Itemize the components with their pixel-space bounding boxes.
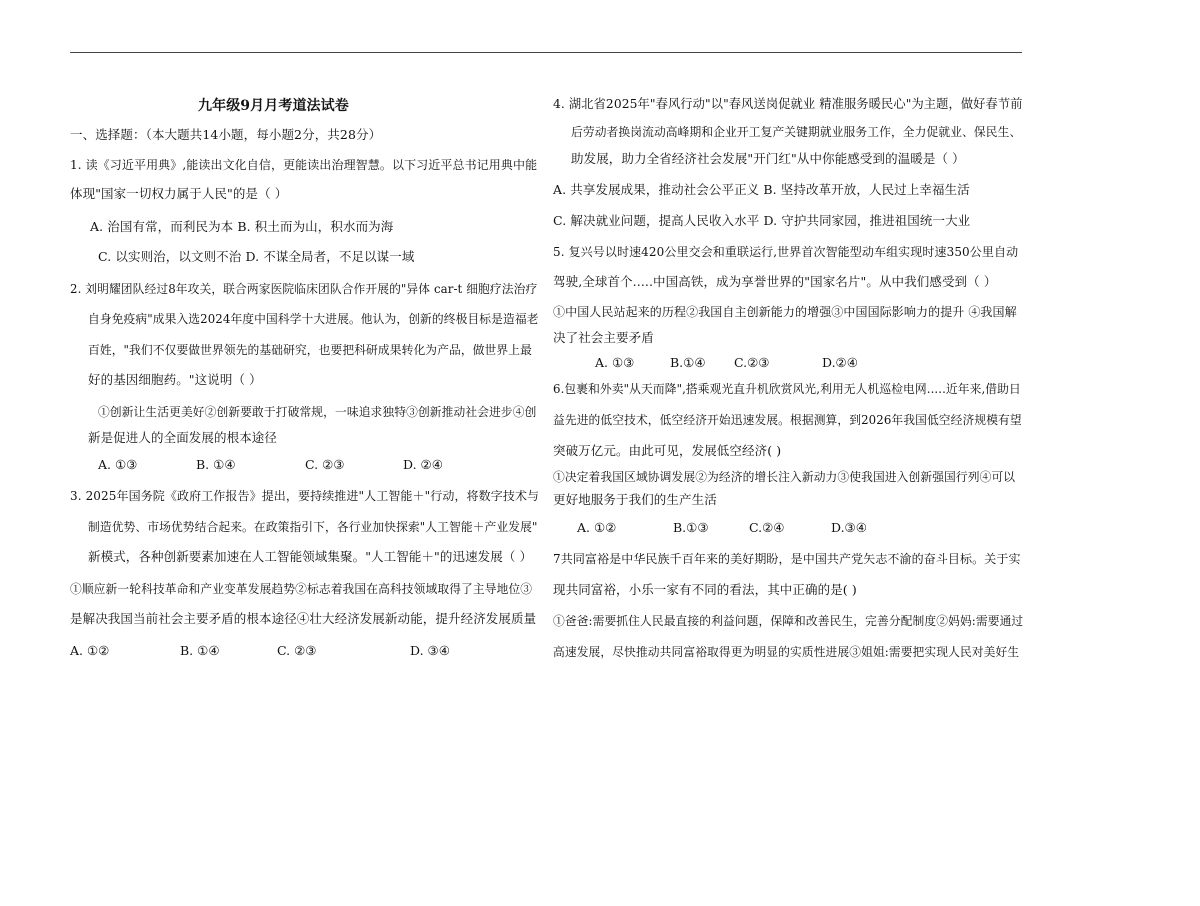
- q6-option-a: A. ①②: [577, 520, 617, 535]
- q1-line2: 体现"国家一切权力属于人民"的是（ ）: [70, 186, 288, 201]
- q5-line2: 驾驶,全球首个.....中国高铁，成为享誉世界的"国家名片"。从中我们感受到（ ）: [553, 274, 997, 289]
- q4-line3: 助发展，助力全省经济社会发展"开门红"从中你能感受到的温暖是（ ）: [571, 151, 965, 166]
- q2-line3: 百姓，"我们不仅要做世界领先的基础研究，也要把科研成果转化为产品，做世界上最: [88, 343, 532, 357]
- q5-line1: 5. 复兴号以时速420公里交会和重联运行,世界首次智能型动车组实现时速350公里自动: [553, 245, 1019, 259]
- q7-line2: 现共同富裕，小乐一家有不同的看法，其中正确的是( ): [553, 582, 857, 597]
- q3-statement1: ①顺应新一轮科技革命和产业变革发展趋势②标志着我国在高科技领域取得了主导地位③: [70, 582, 533, 596]
- q4-options-line1: A. 共享发展成果，推动社会公平正义 B. 坚持改革开放，人民过上幸福生活: [553, 182, 970, 197]
- q5-option-d: D.②④: [822, 355, 858, 370]
- q3-option-d: D. ③④: [410, 643, 450, 658]
- q2-option-b: B. ①④: [196, 457, 236, 472]
- q1-options-line1: A. 治国有常，而利民为本 B. 积土而为山，积水而为海: [90, 219, 394, 234]
- q3-option-c: C. ②③: [277, 643, 317, 658]
- header-rule: [70, 52, 1022, 53]
- q5-statement1: ①中国人民站起来的历程②我国自主创新能力的增强③中国国际影响力的提升 ④我国解: [553, 305, 1017, 319]
- q3-line1: 3. 2025年国务院《政府工作报告》提出，要持续推进"人工智能＋"行动，将数字技术与: [70, 489, 540, 503]
- q6-statement1: ①决定着我国区域协调发展②为经济的增长注入新动力③使我国进入创新强国行列④可以: [553, 470, 1016, 484]
- q2-line4: 好的基因细胞药。"这说明（ ）: [88, 372, 262, 387]
- q2-statement1: ①创新让生活更美好②创新要敢于打破常规，一味追求独特③创新推动社会进步④创: [98, 405, 537, 419]
- q3-line3: 新模式，各种创新要素加速在人工智能领域集聚。"人工智能＋"的迅速发展（ ）: [88, 549, 533, 564]
- q4-line2: 后劳动者换岗流动高峰期和企业开工复产关键期就业服务工作，全力促就业、保民生、: [571, 125, 1022, 139]
- q7-statement2: 高速发展，尽快推动共同富裕取得更为明显的实质性进展③姐姐:需要把实现人民对美好生: [553, 645, 1020, 659]
- q3-line2: 制造优势、市场优势结合起来。在政策指引下，各行业加快探索"人工智能＋产业发展": [88, 520, 538, 534]
- q2-option-c: C. ②③: [305, 457, 345, 472]
- q2-line1: 2. 刘明耀团队经过8年攻关，联合两家医院临床团队合作开展的"异体 car-t 细胞疗法治疗: [70, 282, 538, 296]
- q2-option-d: D. ②④: [403, 457, 443, 472]
- q5-option-c: C.②③: [734, 355, 770, 370]
- q5-statement2: 决了社会主要矛盾: [553, 330, 654, 345]
- q6-line3: 突破万亿元。由此可见，发展低空经济( ): [553, 443, 782, 458]
- q1-options-line2: C. 以实则治，以文则不治 D. 不谋全局者，不足以谋一域: [98, 249, 415, 264]
- q6-line1: 6.包裹和外卖"从天而降",搭乘观光直升机欣赏风光,利用无人机巡检电网.....近年来,借助日: [553, 382, 1021, 396]
- section-heading: 一、选择题：（本大题共14小题，每小题2分，共28分）: [70, 127, 382, 142]
- q2-line2: 自身免疫病"成果入选2024年度中国科学十大进展。他认为，创新的终极目标是造福老: [88, 312, 539, 326]
- q2-statement2: 新是促进人的全面发展的根本途径: [88, 430, 278, 445]
- q6-option-d: D.③④: [831, 520, 867, 535]
- q5-option-b: B.①④: [670, 355, 706, 370]
- q6-line2: 益先进的低空技术，低空经济开始迅速发展。根据测算，到2026年我国低空经济规模有望: [553, 413, 1022, 427]
- exam-title: 九年级9月月考道法试卷: [198, 98, 349, 114]
- q4-line1: 4. 湖北省2025年"春风行动"以"春风送岗促就业 精准服务暖民心"为主题，做好春节前: [553, 97, 1023, 111]
- q3-statement2: 是解决我国当前社会主要矛盾的根本途径④壮大经济发展新动能，提升经济发展质量: [70, 611, 537, 626]
- q2-option-a: A. ①③: [98, 457, 138, 472]
- q3-option-b: B. ①④: [180, 643, 220, 658]
- q3-option-a: A. ①②: [70, 643, 110, 658]
- q4-options-line2: C. 解决就业问题，提高人民收入水平 D. 守护共同家园，推进祖国统一大业: [553, 213, 971, 228]
- q7-line1: 7共同富裕是中华民族千百年来的美好期盼，是中国共产党矢志不渝的奋斗目标。关于实: [553, 552, 1021, 566]
- q6-option-b: B.①③: [673, 520, 709, 535]
- q1-line1: 1. 读《习近平用典》,能读出文化自信，更能读出治理智慧。以下习近平总书记用典中能: [70, 158, 538, 172]
- q7-statement1: ①爸爸:需要抓住人民最直接的利益问题，保障和改善民生，完善分配制度②妈妈:需要通过: [553, 614, 1024, 628]
- q6-statement2: 更好地服务于我们的生产生活: [553, 492, 717, 507]
- q6-option-c: C.②④: [749, 520, 785, 535]
- q5-option-a: A. ①③: [595, 355, 635, 370]
